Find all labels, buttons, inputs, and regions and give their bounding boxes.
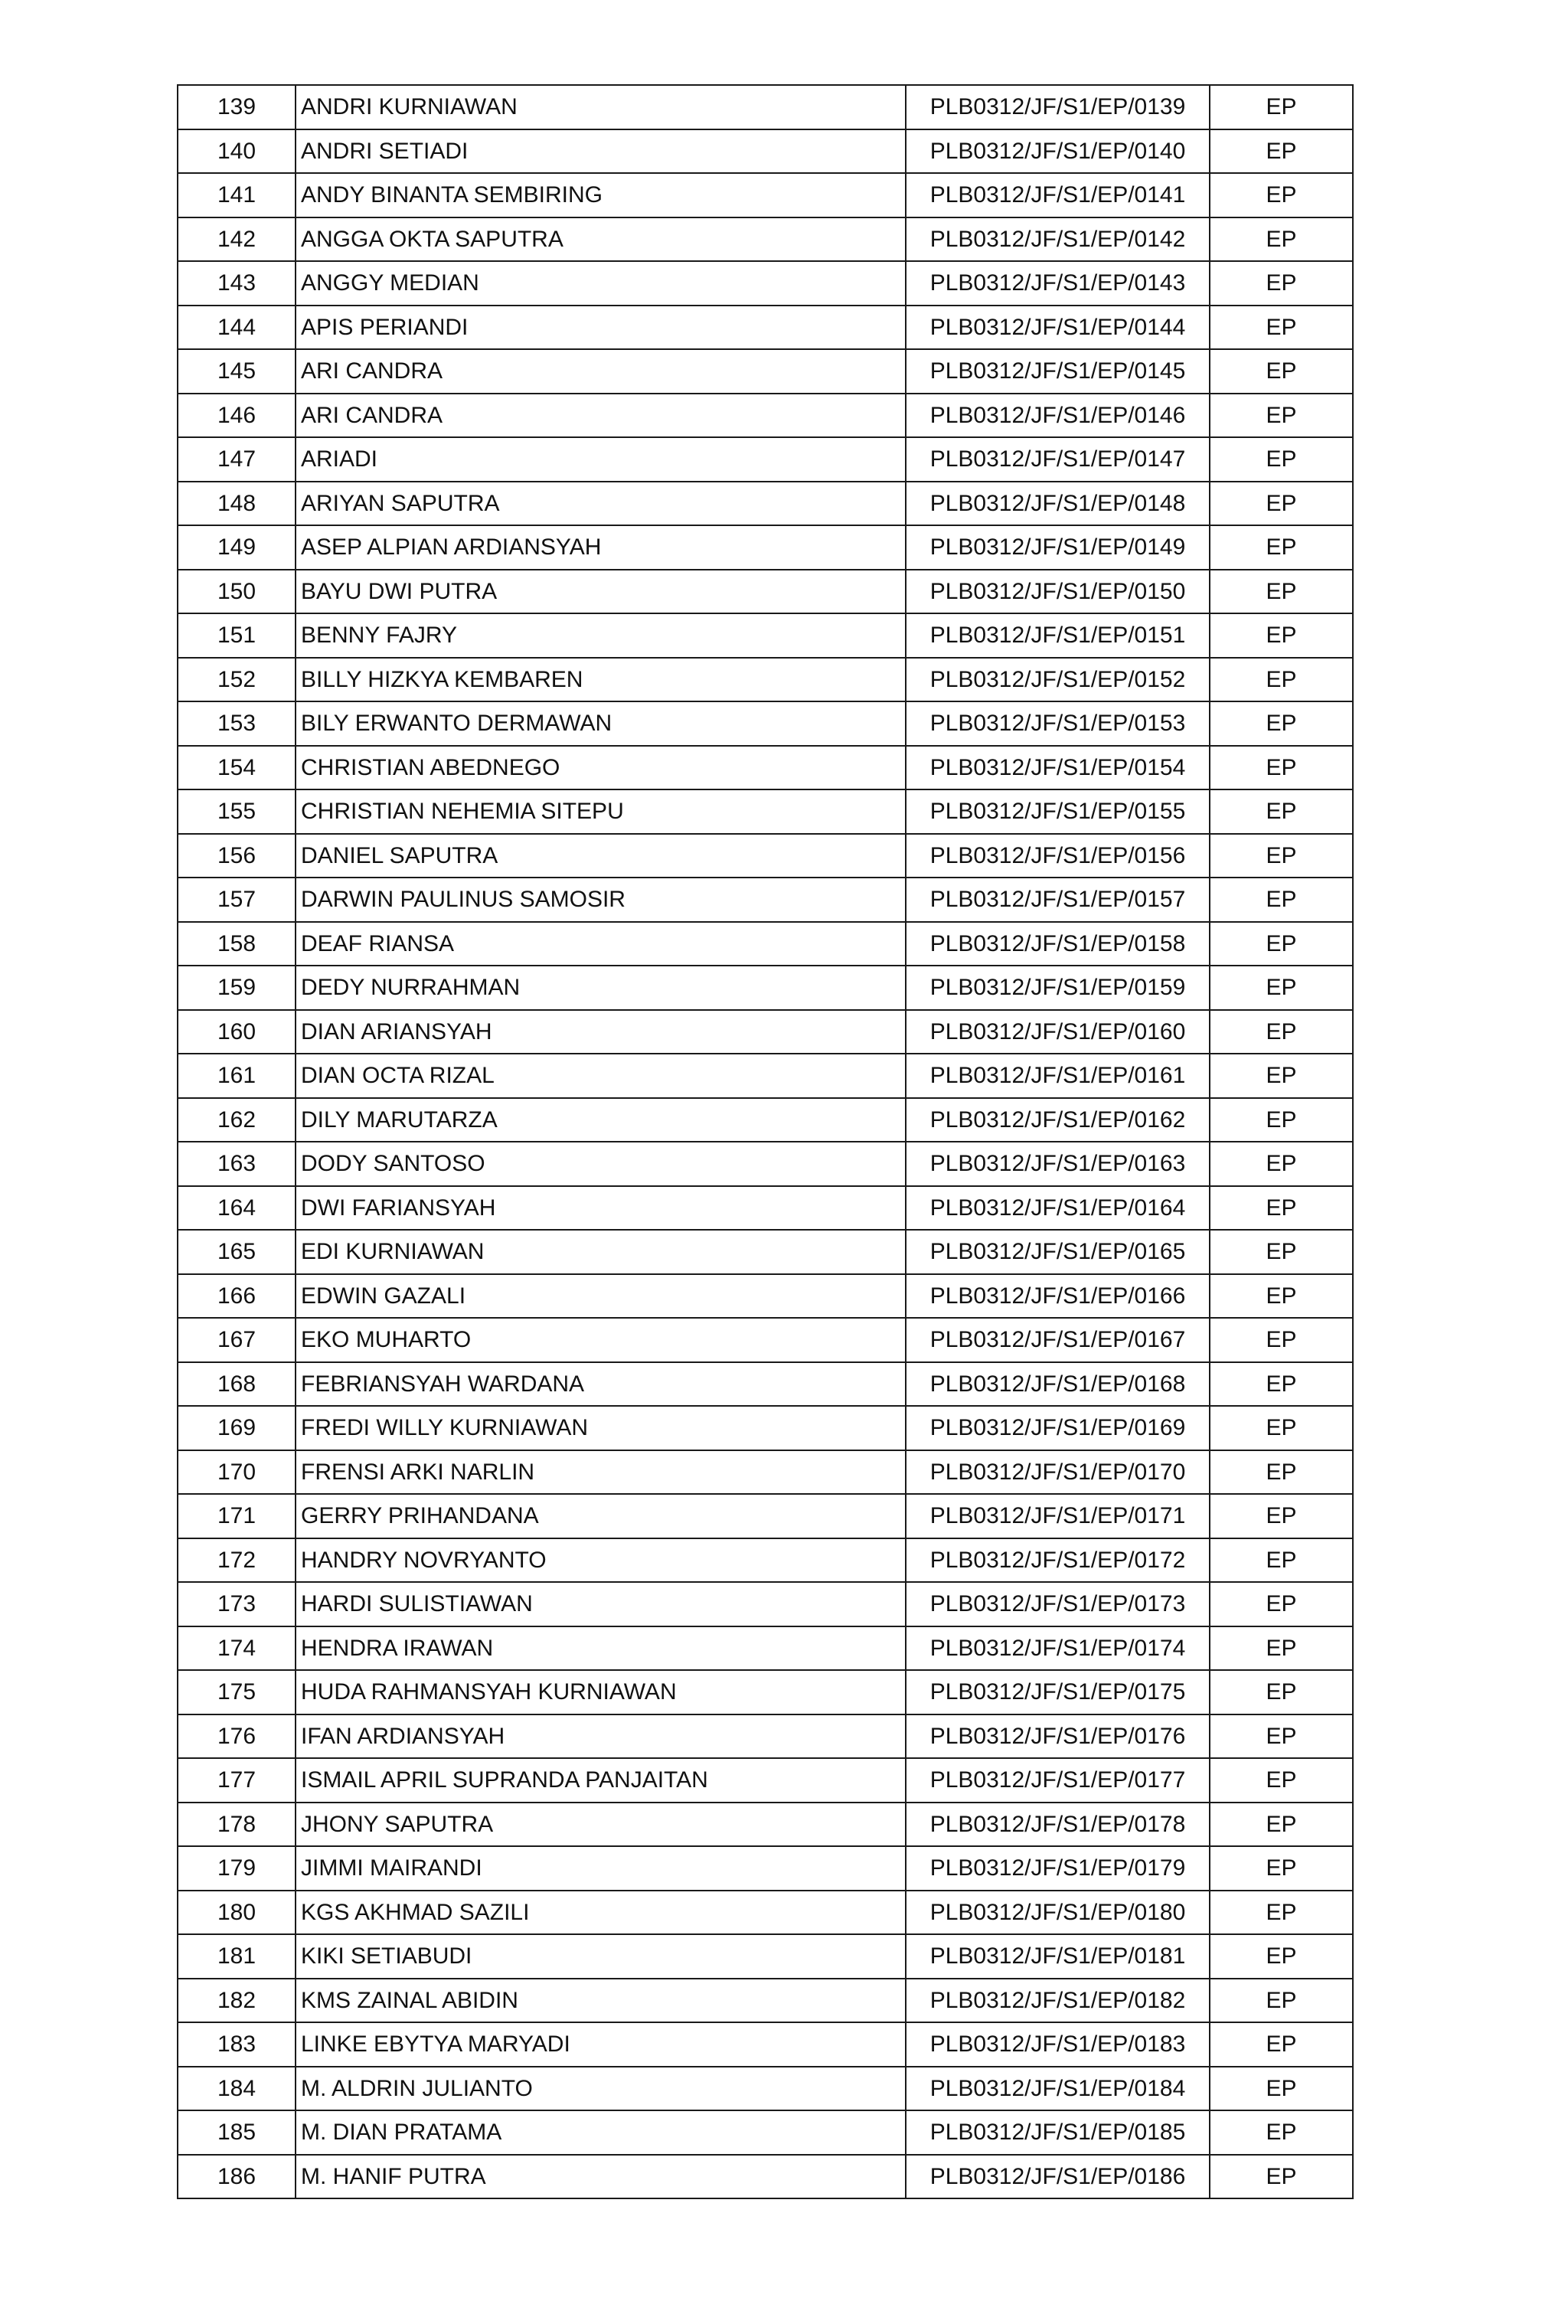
table-row: [178, 1582, 1353, 1626]
program-cell: EP: [1210, 1450, 1353, 1495]
table-row: [178, 129, 1353, 174]
program-cell: EP: [1210, 217, 1353, 262]
program-cell: EP: [1210, 1670, 1353, 1714]
row-number-cell: 143: [178, 261, 296, 306]
registration-code-cell: PLB0312/JF/S1/EP/0158: [906, 922, 1210, 966]
registration-code-cell: PLB0312/JF/S1/EP/0152: [906, 658, 1210, 702]
row-number-cell: 180: [178, 1891, 296, 1935]
registration-code-cell: PLB0312/JF/S1/EP/0148: [906, 482, 1210, 526]
participant-name-cell: HUDA RAHMANSYAH KURNIAWAN: [296, 1670, 906, 1714]
row-number-cell: 174: [178, 1626, 296, 1671]
row-number-cell: 177: [178, 1758, 296, 1803]
program-cell: EP: [1210, 349, 1353, 394]
row-number-cell: 140: [178, 129, 296, 174]
participant-name-cell: DEAF RIANSA: [296, 922, 906, 966]
participant-name-cell: IFAN ARDIANSYAH: [296, 1714, 906, 1759]
participant-name-cell: ARI CANDRA: [296, 349, 906, 394]
table-row: [178, 658, 1353, 702]
table-row: [178, 834, 1353, 878]
row-number-cell: 183: [178, 2022, 296, 2067]
row-number-cell: 169: [178, 1406, 296, 1450]
program-cell: EP: [1210, 1758, 1353, 1803]
participant-name-cell: DILY MARUTARZA: [296, 1098, 906, 1142]
row-number-cell: 154: [178, 746, 296, 790]
registration-code-cell: PLB0312/JF/S1/EP/0146: [906, 394, 1210, 438]
program-cell: EP: [1210, 1979, 1353, 2023]
participant-name-cell: ARIADI: [296, 437, 906, 482]
program-cell: EP: [1210, 1142, 1353, 1186]
row-number-cell: 155: [178, 789, 296, 834]
row-number-cell: 147: [178, 437, 296, 482]
participant-name-cell: DANIEL SAPUTRA: [296, 834, 906, 878]
registration-code-cell: PLB0312/JF/S1/EP/0164: [906, 1186, 1210, 1231]
program-cell: EP: [1210, 878, 1353, 922]
program-cell: EP: [1210, 1318, 1353, 1362]
program-cell: EP: [1210, 1406, 1353, 1450]
registration-code-cell: PLB0312/JF/S1/EP/0176: [906, 1714, 1210, 1759]
table-row: [178, 1142, 1353, 1186]
row-number-cell: 148: [178, 482, 296, 526]
registration-code-cell: PLB0312/JF/S1/EP/0170: [906, 1450, 1210, 1495]
participant-name-cell: DWI FARIANSYAH: [296, 1186, 906, 1231]
row-number-cell: 142: [178, 217, 296, 262]
registration-code-cell: PLB0312/JF/S1/EP/0145: [906, 349, 1210, 394]
participant-name-cell: ANGGY MEDIAN: [296, 261, 906, 306]
table-row: [178, 1406, 1353, 1450]
row-number-cell: 141: [178, 173, 296, 217]
registration-code-cell: PLB0312/JF/S1/EP/0149: [906, 525, 1210, 570]
registration-code-cell: PLB0312/JF/S1/EP/0182: [906, 1979, 1210, 2023]
row-number-cell: 179: [178, 1846, 296, 1891]
participant-name-cell: KIKI SETIABUDI: [296, 1934, 906, 1979]
participant-name-cell: APIS PERIANDI: [296, 306, 906, 350]
program-cell: EP: [1210, 306, 1353, 350]
table-row: [178, 1274, 1353, 1319]
registration-code-cell: PLB0312/JF/S1/EP/0166: [906, 1274, 1210, 1319]
row-number-cell: 139: [178, 85, 296, 129]
participant-name-cell: JIMMI MAIRANDI: [296, 1846, 906, 1891]
registration-code-cell: PLB0312/JF/S1/EP/0154: [906, 746, 1210, 790]
table-row: [178, 922, 1353, 966]
participant-name-cell: ASEP ALPIAN ARDIANSYAH: [296, 525, 906, 570]
participant-name-cell: ANDRI SETIADI: [296, 129, 906, 174]
registration-code-cell: PLB0312/JF/S1/EP/0139: [906, 85, 1210, 129]
table-row: [178, 1758, 1353, 1803]
program-cell: EP: [1210, 394, 1353, 438]
program-cell: EP: [1210, 2067, 1353, 2111]
table-row: [178, 1318, 1353, 1362]
table-row: [178, 1494, 1353, 1538]
row-number-cell: 176: [178, 1714, 296, 1759]
table-row: [178, 1230, 1353, 1274]
table-row: [178, 2067, 1353, 2111]
table-row: [178, 1626, 1353, 1671]
participant-name-cell: ARI CANDRA: [296, 394, 906, 438]
registration-code-cell: PLB0312/JF/S1/EP/0153: [906, 701, 1210, 746]
row-number-cell: 150: [178, 570, 296, 614]
participant-name-cell: BAYU DWI PUTRA: [296, 570, 906, 614]
program-cell: EP: [1210, 1582, 1353, 1626]
registration-code-cell: PLB0312/JF/S1/EP/0167: [906, 1318, 1210, 1362]
row-number-cell: 163: [178, 1142, 296, 1186]
program-cell: EP: [1210, 1803, 1353, 1847]
row-number-cell: 151: [178, 613, 296, 658]
registration-code-cell: PLB0312/JF/S1/EP/0159: [906, 966, 1210, 1010]
table-row: [178, 701, 1353, 746]
participant-name-cell: KGS AKHMAD SAZILI: [296, 1891, 906, 1935]
table-row: [178, 306, 1353, 350]
registration-code-cell: PLB0312/JF/S1/EP/0150: [906, 570, 1210, 614]
row-number-cell: 146: [178, 394, 296, 438]
table-row: [178, 1979, 1353, 2023]
table-row: [178, 1538, 1353, 1583]
program-cell: EP: [1210, 525, 1353, 570]
registration-code-cell: PLB0312/JF/S1/EP/0155: [906, 789, 1210, 834]
participant-table-body: [178, 85, 1353, 2198]
program-cell: EP: [1210, 1098, 1353, 1142]
row-number-cell: 167: [178, 1318, 296, 1362]
registration-code-cell: PLB0312/JF/S1/EP/0168: [906, 1362, 1210, 1407]
row-number-cell: 153: [178, 701, 296, 746]
program-cell: EP: [1210, 1054, 1353, 1098]
row-number-cell: 158: [178, 922, 296, 966]
participant-name-cell: CHRISTIAN NEHEMIA SITEPU: [296, 789, 906, 834]
table-row: [178, 1846, 1353, 1891]
program-cell: EP: [1210, 2022, 1353, 2067]
registration-code-cell: PLB0312/JF/S1/EP/0178: [906, 1803, 1210, 1847]
row-number-cell: 160: [178, 1010, 296, 1054]
program-cell: EP: [1210, 1362, 1353, 1407]
table-row: [178, 349, 1353, 394]
program-cell: EP: [1210, 789, 1353, 834]
program-cell: EP: [1210, 570, 1353, 614]
row-number-cell: 171: [178, 1494, 296, 1538]
program-cell: EP: [1210, 1494, 1353, 1538]
program-cell: EP: [1210, 1846, 1353, 1891]
table-row: [178, 570, 1353, 614]
program-cell: EP: [1210, 966, 1353, 1010]
table-row: [178, 1098, 1353, 1142]
participant-table: [177, 84, 1354, 2199]
row-number-cell: 182: [178, 1979, 296, 2023]
participant-name-cell: DIAN OCTA RIZAL: [296, 1054, 906, 1098]
program-cell: EP: [1210, 1186, 1353, 1231]
registration-code-cell: PLB0312/JF/S1/EP/0160: [906, 1010, 1210, 1054]
table-row: [178, 261, 1353, 306]
row-number-cell: 149: [178, 525, 296, 570]
registration-code-cell: PLB0312/JF/S1/EP/0144: [906, 306, 1210, 350]
table-row: [178, 85, 1353, 129]
registration-code-cell: PLB0312/JF/S1/EP/0171: [906, 1494, 1210, 1538]
row-number-cell: 156: [178, 834, 296, 878]
participant-name-cell: HENDRA IRAWAN: [296, 1626, 906, 1671]
program-cell: EP: [1210, 1626, 1353, 1671]
row-number-cell: 172: [178, 1538, 296, 1583]
row-number-cell: 168: [178, 1362, 296, 1407]
participant-name-cell: LINKE EBYTYA MARYADI: [296, 2022, 906, 2067]
table-row: [178, 1450, 1353, 1495]
program-cell: EP: [1210, 1714, 1353, 1759]
table-row: [178, 1010, 1353, 1054]
program-cell: EP: [1210, 613, 1353, 658]
registration-code-cell: PLB0312/JF/S1/EP/0174: [906, 1626, 1210, 1671]
table-row: [178, 1934, 1353, 1979]
registration-code-cell: PLB0312/JF/S1/EP/0181: [906, 1934, 1210, 1979]
registration-code-cell: PLB0312/JF/S1/EP/0156: [906, 834, 1210, 878]
participant-name-cell: DEDY NURRAHMAN: [296, 966, 906, 1010]
participant-name-cell: DODY SANTOSO: [296, 1142, 906, 1186]
row-number-cell: 186: [178, 2155, 296, 2199]
program-cell: EP: [1210, 701, 1353, 746]
participant-name-cell: FRENSI ARKI NARLIN: [296, 1450, 906, 1495]
participant-name-cell: DARWIN PAULINUS SAMOSIR: [296, 878, 906, 922]
program-cell: EP: [1210, 2155, 1353, 2199]
table-row: [178, 1054, 1353, 1098]
participant-name-cell: ISMAIL APRIL SUPRANDA PANJAITAN: [296, 1758, 906, 1803]
participant-name-cell: M. ALDRIN JULIANTO: [296, 2067, 906, 2111]
registration-code-cell: PLB0312/JF/S1/EP/0183: [906, 2022, 1210, 2067]
row-number-cell: 157: [178, 878, 296, 922]
participant-name-cell: BILLY HIZKYA KEMBAREN: [296, 658, 906, 702]
participant-name-cell: HANDRY NOVRYANTO: [296, 1538, 906, 1583]
participant-name-cell: EDI KURNIAWAN: [296, 1230, 906, 1274]
row-number-cell: 184: [178, 2067, 296, 2111]
program-cell: EP: [1210, 85, 1353, 129]
row-number-cell: 185: [178, 2110, 296, 2155]
row-number-cell: 165: [178, 1230, 296, 1274]
table-row: [178, 1714, 1353, 1759]
row-number-cell: 166: [178, 1274, 296, 1319]
table-row: [178, 482, 1353, 526]
table-row: [178, 2110, 1353, 2155]
program-cell: EP: [1210, 1230, 1353, 1274]
row-number-cell: 145: [178, 349, 296, 394]
row-number-cell: 181: [178, 1934, 296, 1979]
participant-name-cell: ANDRI KURNIAWAN: [296, 85, 906, 129]
table-row: [178, 1803, 1353, 1847]
registration-code-cell: PLB0312/JF/S1/EP/0177: [906, 1758, 1210, 1803]
registration-code-cell: PLB0312/JF/S1/EP/0163: [906, 1142, 1210, 1186]
table-row: [178, 2155, 1353, 2199]
program-cell: EP: [1210, 834, 1353, 878]
registration-code-cell: PLB0312/JF/S1/EP/0185: [906, 2110, 1210, 2155]
table-row: [178, 437, 1353, 482]
program-cell: EP: [1210, 746, 1353, 790]
participant-name-cell: HARDI SULISTIAWAN: [296, 1582, 906, 1626]
registration-code-cell: PLB0312/JF/S1/EP/0157: [906, 878, 1210, 922]
participant-name-cell: EDWIN GAZALI: [296, 1274, 906, 1319]
registration-code-cell: PLB0312/JF/S1/EP/0143: [906, 261, 1210, 306]
table-row: [178, 525, 1353, 570]
participant-name-cell: EKO MUHARTO: [296, 1318, 906, 1362]
participant-name-cell: FEBRIANSYAH WARDANA: [296, 1362, 906, 1407]
program-cell: EP: [1210, 2110, 1353, 2155]
program-cell: EP: [1210, 1538, 1353, 1583]
participant-name-cell: CHRISTIAN ABEDNEGO: [296, 746, 906, 790]
program-cell: EP: [1210, 261, 1353, 306]
row-number-cell: 159: [178, 966, 296, 1010]
row-number-cell: 161: [178, 1054, 296, 1098]
table-row: [178, 1186, 1353, 1231]
table-row: [178, 1670, 1353, 1714]
table-row: [178, 789, 1353, 834]
table-row: [178, 1362, 1353, 1407]
row-number-cell: 173: [178, 1582, 296, 1626]
row-number-cell: 152: [178, 658, 296, 702]
registration-code-cell: PLB0312/JF/S1/EP/0179: [906, 1846, 1210, 1891]
registration-code-cell: PLB0312/JF/S1/EP/0173: [906, 1582, 1210, 1626]
program-cell: EP: [1210, 1010, 1353, 1054]
table-row: [178, 613, 1353, 658]
registration-code-cell: PLB0312/JF/S1/EP/0141: [906, 173, 1210, 217]
registration-code-cell: PLB0312/JF/S1/EP/0147: [906, 437, 1210, 482]
participant-name-cell: M. HANIF PUTRA: [296, 2155, 906, 2199]
program-cell: EP: [1210, 658, 1353, 702]
registration-code-cell: PLB0312/JF/S1/EP/0186: [906, 2155, 1210, 2199]
registration-code-cell: PLB0312/JF/S1/EP/0184: [906, 2067, 1210, 2111]
table-row: [178, 746, 1353, 790]
table-row: [178, 173, 1353, 217]
participant-name-cell: JHONY SAPUTRA: [296, 1803, 906, 1847]
registration-code-cell: PLB0312/JF/S1/EP/0161: [906, 1054, 1210, 1098]
participant-name-cell: M. DIAN PRATAMA: [296, 2110, 906, 2155]
table-row: [178, 217, 1353, 262]
participant-name-cell: ANGGA OKTA SAPUTRA: [296, 217, 906, 262]
registration-code-cell: PLB0312/JF/S1/EP/0175: [906, 1670, 1210, 1714]
registration-code-cell: PLB0312/JF/S1/EP/0165: [906, 1230, 1210, 1274]
participant-name-cell: BILY ERWANTO DERMAWAN: [296, 701, 906, 746]
registration-code-cell: PLB0312/JF/S1/EP/0162: [906, 1098, 1210, 1142]
program-cell: EP: [1210, 1274, 1353, 1319]
table-row: [178, 878, 1353, 922]
table-row: [178, 1891, 1353, 1935]
program-cell: EP: [1210, 1934, 1353, 1979]
program-cell: EP: [1210, 482, 1353, 526]
participant-name-cell: ANDY BINANTA SEMBIRING: [296, 173, 906, 217]
participant-name-cell: FREDI WILLY KURNIAWAN: [296, 1406, 906, 1450]
program-cell: EP: [1210, 1891, 1353, 1935]
table-row: [178, 966, 1353, 1010]
program-cell: EP: [1210, 922, 1353, 966]
program-cell: EP: [1210, 437, 1353, 482]
registration-code-cell: PLB0312/JF/S1/EP/0169: [906, 1406, 1210, 1450]
registration-code-cell: PLB0312/JF/S1/EP/0172: [906, 1538, 1210, 1583]
participant-name-cell: GERRY PRIHANDANA: [296, 1494, 906, 1538]
participant-name-cell: ARIYAN SAPUTRA: [296, 482, 906, 526]
row-number-cell: 170: [178, 1450, 296, 1495]
registration-code-cell: PLB0312/JF/S1/EP/0142: [906, 217, 1210, 262]
participant-name-cell: KMS ZAINAL ABIDIN: [296, 1979, 906, 2023]
row-number-cell: 175: [178, 1670, 296, 1714]
row-number-cell: 178: [178, 1803, 296, 1847]
registration-code-cell: PLB0312/JF/S1/EP/0180: [906, 1891, 1210, 1935]
participant-name-cell: BENNY FAJRY: [296, 613, 906, 658]
table-row: [178, 394, 1353, 438]
table-row: [178, 2022, 1353, 2067]
registration-code-cell: PLB0312/JF/S1/EP/0140: [906, 129, 1210, 174]
row-number-cell: 162: [178, 1098, 296, 1142]
row-number-cell: 144: [178, 306, 296, 350]
program-cell: EP: [1210, 129, 1353, 174]
participant-name-cell: DIAN ARIANSYAH: [296, 1010, 906, 1054]
program-cell: EP: [1210, 173, 1353, 217]
row-number-cell: 164: [178, 1186, 296, 1231]
registration-code-cell: PLB0312/JF/S1/EP/0151: [906, 613, 1210, 658]
